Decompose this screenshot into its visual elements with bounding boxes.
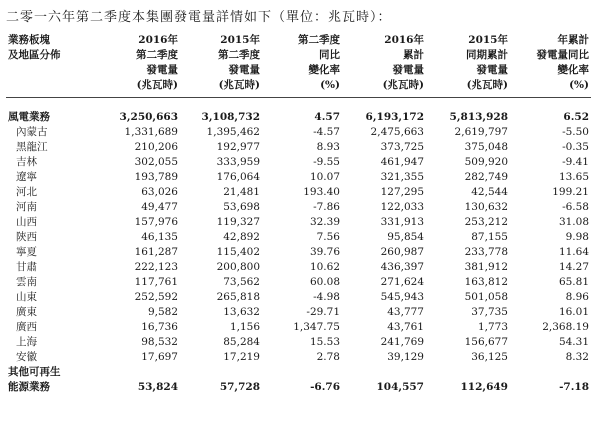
column-header-line: 同比 (319, 49, 340, 61)
data-cell: 104,557 (376, 381, 424, 393)
data-cell: 233,778 (464, 246, 508, 258)
data-cell: 222,123 (134, 261, 178, 273)
table-row (6, 155, 591, 170)
column-header-line: 第二季度 (218, 49, 260, 61)
data-cell: 1,773 (477, 321, 508, 333)
column-header-line: (%) (320, 79, 340, 91)
row-label: 山西 (16, 216, 37, 228)
row-label: 上海 (16, 336, 37, 348)
data-cell: 163,812 (464, 276, 508, 288)
row-label: 內蒙古 (16, 126, 48, 138)
data-cell: -9.55 (313, 156, 340, 168)
spacer-cell (6, 98, 591, 111)
data-cell: 2,368.19 (542, 321, 589, 333)
data-cell: 3,108,732 (201, 111, 260, 123)
data-cell: 8.96 (565, 291, 589, 303)
table-row (6, 275, 591, 290)
column-header-line: (兆瓦時) (218, 79, 260, 91)
column-header-line: 第二季度 (298, 34, 340, 46)
data-cell: 193.40 (303, 186, 340, 198)
data-cell: 375,048 (464, 141, 508, 153)
table-row (6, 185, 591, 200)
data-cell: 122,033 (380, 201, 424, 213)
column-header-2 (180, 33, 262, 98)
data-cell: -6.58 (562, 201, 589, 213)
data-cell: 260,987 (380, 246, 424, 258)
table-row (6, 230, 591, 245)
data-cell: 53,824 (137, 381, 178, 393)
generation-table (6, 33, 591, 395)
data-cell: 13,632 (223, 306, 260, 318)
column-header-line: 2016年 (138, 34, 178, 46)
column-header-line: 年累計 (557, 34, 589, 46)
data-cell: 31.08 (558, 216, 589, 228)
data-cell: 39,129 (387, 351, 424, 363)
data-cell: 119,327 (216, 216, 260, 228)
row-label: 廣東 (16, 306, 37, 318)
column-header-0 (6, 33, 98, 98)
data-cell: -0.35 (562, 141, 589, 153)
data-cell: 21,481 (223, 186, 260, 198)
data-cell: 9.98 (565, 231, 589, 243)
data-cell: 545,943 (380, 291, 424, 303)
column-header-1 (98, 33, 180, 98)
data-cell: 16.01 (558, 306, 589, 318)
data-cell: 282,749 (464, 171, 508, 183)
data-cell: 8.93 (316, 141, 340, 153)
data-cell: 130,632 (464, 201, 508, 213)
column-header-line: (兆瓦時) (136, 79, 178, 91)
data-cell: 199.21 (552, 186, 589, 198)
data-cell (180, 365, 262, 380)
data-cell: 253,212 (464, 216, 508, 228)
data-cell: 2,475,663 (370, 126, 424, 138)
data-cell: 161,287 (134, 246, 178, 258)
column-header-line: 2016年 (384, 34, 424, 46)
table-row (6, 350, 591, 365)
data-cell (342, 365, 426, 380)
data-cell: 36,125 (471, 351, 508, 363)
data-cell: 210,206 (134, 141, 178, 153)
data-cell (262, 365, 342, 380)
table-row (6, 170, 591, 185)
row-label: 安徽 (16, 351, 37, 363)
section-row (6, 110, 591, 125)
table-row (6, 200, 591, 215)
data-cell: 265,818 (216, 291, 260, 303)
data-cell: 461,947 (380, 156, 424, 168)
data-cell: 331,913 (380, 216, 424, 228)
column-header-line: 發電量 (146, 64, 178, 76)
intro-text: 二零一六年第二季度本集團發電量詳情如下（單位：兆瓦時）： (6, 10, 392, 25)
data-cell: 11.64 (558, 246, 589, 258)
column-header-6 (510, 33, 591, 98)
column-header-line: 變化率 (308, 64, 340, 76)
data-cell: 252,592 (134, 291, 178, 303)
column-header-3 (262, 33, 342, 98)
data-cell: 271,624 (380, 276, 424, 288)
row-label: 山東 (16, 291, 37, 303)
column-header-line: 同期累計 (466, 49, 508, 61)
data-cell: 6.52 (563, 111, 589, 123)
data-cell: 321,355 (380, 171, 424, 183)
row-label: 其他可再生 (8, 366, 61, 378)
section-row (6, 365, 591, 380)
data-cell: 42,892 (223, 231, 260, 243)
data-cell: 17,697 (141, 351, 178, 363)
data-cell: 8.32 (565, 351, 589, 363)
data-cell: 302,055 (134, 156, 178, 168)
data-cell: 46,135 (141, 231, 178, 243)
data-cell: 1,331,689 (124, 126, 178, 138)
data-cell: 54.31 (558, 336, 589, 348)
spacer-row (6, 98, 591, 111)
column-header-line: 及地區分佈 (8, 49, 61, 61)
data-cell: 1,347.75 (293, 321, 340, 333)
data-cell: -9.41 (562, 156, 589, 168)
data-cell: -5.50 (562, 126, 589, 138)
data-cell: 87,155 (471, 231, 508, 243)
data-cell: -7.86 (313, 201, 340, 213)
data-cell: 43,777 (387, 306, 424, 318)
table-row (6, 320, 591, 335)
data-cell: -29.71 (306, 306, 340, 318)
row-label: 能源業務 (8, 381, 50, 393)
row-label: 河南 (16, 201, 37, 213)
header-row (6, 33, 591, 98)
data-cell: -4.57 (313, 126, 340, 138)
data-cell: 95,854 (387, 231, 424, 243)
data-cell: 156,677 (464, 336, 508, 348)
data-cell: 57,728 (219, 381, 260, 393)
data-cell: 42,544 (471, 186, 508, 198)
column-header-4 (342, 33, 426, 98)
row-label: 遼寧 (16, 171, 37, 183)
data-cell: 7.56 (316, 231, 340, 243)
data-cell: 3,250,663 (119, 111, 178, 123)
data-cell: 43,761 (387, 321, 424, 333)
column-header-line: (兆瓦時) (382, 79, 424, 91)
table-row (6, 305, 591, 320)
table-body (6, 98, 591, 396)
column-header-line: 發電量 (392, 64, 424, 76)
data-cell: 115,402 (216, 246, 260, 258)
column-header-line: 第二季度 (136, 49, 178, 61)
data-cell: 63,026 (141, 186, 178, 198)
row-label: 廣西 (16, 321, 37, 333)
table-row (6, 125, 591, 140)
data-cell: 6,193,172 (365, 111, 424, 123)
data-cell: 373,725 (380, 141, 424, 153)
table-row (6, 245, 591, 260)
data-cell: 333,959 (216, 156, 260, 168)
table-row (6, 215, 591, 230)
data-cell: 112,649 (460, 381, 508, 393)
data-cell: 37,735 (471, 306, 508, 318)
data-cell: 85,284 (223, 336, 260, 348)
data-cell: 10.62 (309, 261, 340, 273)
data-cell: 241,769 (380, 336, 424, 348)
data-cell: 39.76 (309, 246, 340, 258)
column-header-line: 業務板塊 (8, 34, 50, 46)
data-cell: 32.39 (309, 216, 340, 228)
table-row (6, 260, 591, 275)
table-row (6, 140, 591, 155)
data-cell: 15.53 (309, 336, 340, 348)
data-cell: 381,912 (464, 261, 508, 273)
data-cell: 14.27 (558, 261, 589, 273)
data-cell: 509,920 (464, 156, 508, 168)
data-cell: -6.76 (310, 381, 340, 393)
row-label: 寧夏 (16, 246, 37, 258)
column-header-line: 2015年 (220, 34, 260, 46)
column-header-line: 2015年 (468, 34, 508, 46)
row-label: 河北 (16, 186, 37, 198)
data-cell: 200,800 (216, 261, 260, 273)
data-cell: 65.81 (558, 276, 589, 288)
data-cell (510, 365, 591, 380)
data-cell: 17,219 (223, 351, 260, 363)
data-cell: 157,976 (134, 216, 178, 228)
data-cell: 117,761 (134, 276, 178, 288)
column-header-line: 累計 (403, 49, 424, 61)
data-cell: 192,977 (216, 141, 260, 153)
data-cell: 49,477 (141, 201, 178, 213)
data-cell: 16,736 (141, 321, 178, 333)
data-cell: 13.65 (558, 171, 589, 183)
row-label: 甘肅 (16, 261, 37, 273)
data-cell: 501,058 (464, 291, 508, 303)
column-header-line: 發電量 (228, 64, 260, 76)
data-cell: 436,397 (380, 261, 424, 273)
data-cell: 9,582 (147, 306, 178, 318)
column-header-line: 發電量同比 (536, 49, 589, 61)
column-header-line: 變化率 (557, 64, 589, 76)
data-cell: 73,562 (223, 276, 260, 288)
data-cell: -7.18 (559, 381, 589, 393)
column-header-line: (兆瓦時) (466, 79, 508, 91)
table-row (6, 335, 591, 350)
data-cell: 127,295 (380, 186, 424, 198)
column-header-line: 發電量 (476, 64, 508, 76)
column-header-5 (426, 33, 510, 98)
data-cell (426, 365, 510, 380)
row-label: 雲南 (16, 276, 37, 288)
data-cell: 5,813,928 (449, 111, 508, 123)
row-label: 吉林 (16, 156, 37, 168)
data-cell: 10.07 (309, 171, 340, 183)
row-label: 黑龍江 (16, 141, 48, 153)
data-cell: 1,395,462 (206, 126, 260, 138)
data-cell: -4.98 (313, 291, 340, 303)
row-label: 風電業務 (8, 111, 50, 123)
data-cell: 60.08 (309, 276, 340, 288)
row-label: 陝西 (16, 231, 37, 243)
data-cell: 176,064 (216, 171, 260, 183)
table-row (6, 290, 591, 305)
data-cell: 193,789 (134, 171, 178, 183)
data-cell: 4.57 (314, 111, 340, 123)
column-header-line: (%) (569, 79, 589, 91)
data-cell: 1,156 (229, 321, 260, 333)
data-cell: 2.78 (316, 351, 340, 363)
data-cell (98, 365, 180, 380)
data-cell: 2,619,797 (454, 126, 508, 138)
data-cell: 53,698 (223, 201, 260, 213)
section-row (6, 380, 591, 395)
data-cell: 98,532 (141, 336, 178, 348)
